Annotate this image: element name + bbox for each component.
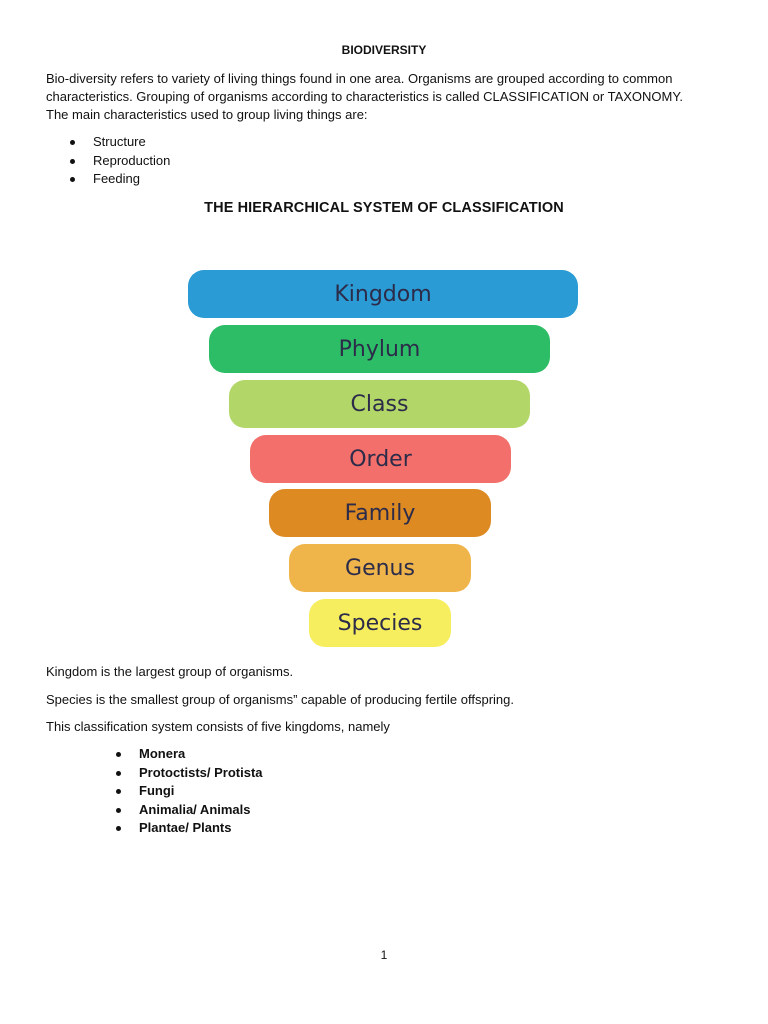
list-item [92,782,263,801]
list-item [92,819,263,838]
tier-genus: Genus [289,544,471,592]
bullet-icon [70,159,75,164]
tier-phylum: Phylum [209,325,550,373]
list-item-label: Protoctists/ Protista [139,764,263,780]
bullet-icon [116,789,121,794]
intro-paragraph: Bio-diversity refers to variety of living things found in one area. Organisms are grouped according to common characteristics. Grouping of organisms according to characteristics is called CLASSIFICATION or TAXONOMY. The main characteristics used to group living things are: [46,71,683,122]
list-item [46,152,170,171]
tier-order: Order [250,435,511,483]
bullet-icon [116,808,121,813]
list-item-label: Monera [139,746,186,761]
list-item-label: Structure [93,134,146,149]
list-item-label: Animalia/ Animals [139,801,251,817]
tier-family: Family [269,489,491,537]
paragraph-kingdom: Kingdom is the largest group of organisms. [46,664,294,679]
kingdoms-list [92,745,263,838]
tier-class: Class [229,380,530,428]
tier-kingdom: Kingdom [188,270,578,318]
list-item [92,764,263,783]
list-item [46,170,170,189]
list-item-label: Feeding [93,171,140,186]
list-item [92,745,263,764]
characteristics-list [46,133,170,189]
list-item-label: Plantae/ Plants [139,820,232,835]
section-heading: THE HIERARCHICAL SYSTEM OF CLASSIFICATION [204,200,564,216]
list-item [46,133,170,152]
paragraph-species: Species is the smallest group of organisms” capable of producing fertile offspring. [46,692,515,707]
bullet-icon [116,826,121,831]
page-number: 1 [380,948,388,962]
bullet-icon [70,140,75,145]
bullet-icon [70,177,75,182]
list-item [92,801,263,820]
list-item-label: Fungi [139,783,175,798]
tier-species: Species [309,599,451,647]
bullet-icon [116,771,121,776]
paragraph-five-kingdoms: This classification system consists of five kingdoms, namely [46,719,390,734]
bullet-icon [116,752,121,757]
document-title: BIODIVERSITY [341,43,427,57]
list-item-label: Reproduction [93,152,171,168]
